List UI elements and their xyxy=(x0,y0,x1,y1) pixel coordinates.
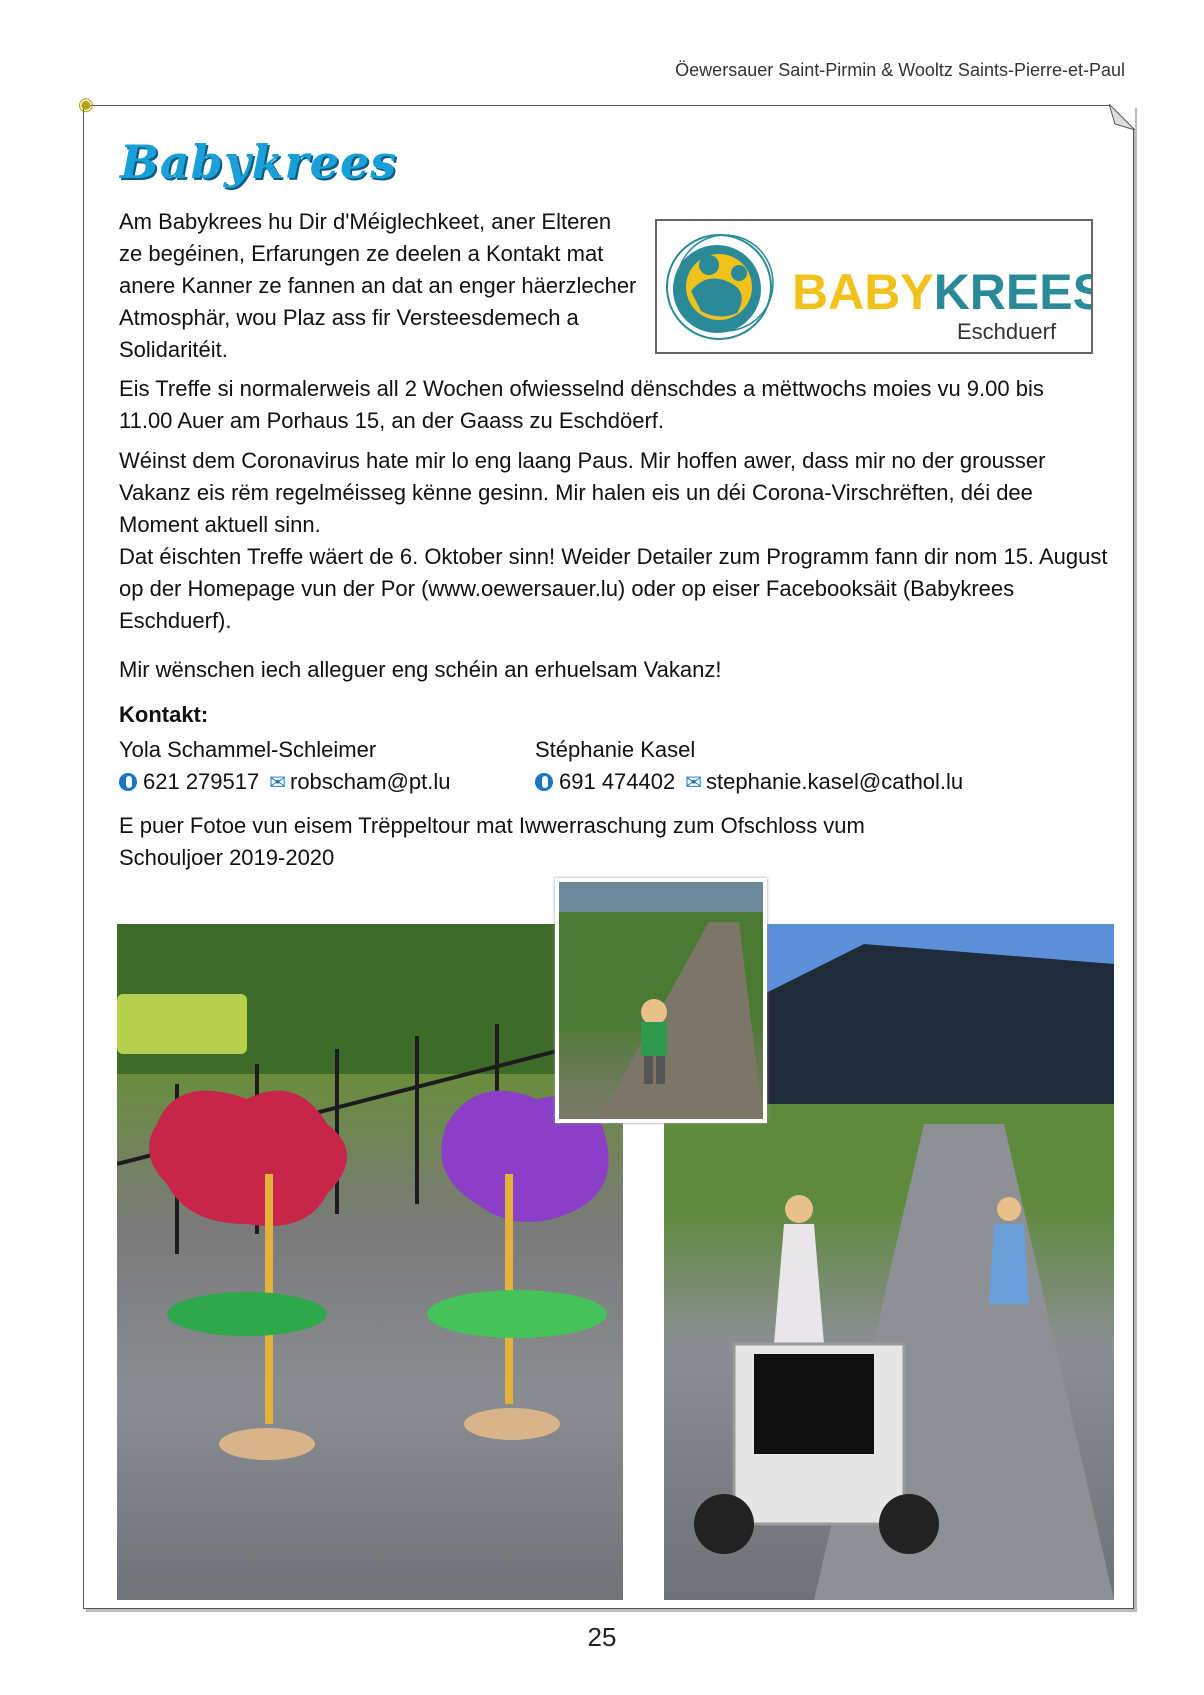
phone-icon xyxy=(535,773,553,791)
contact-2-details xyxy=(535,766,963,799)
contact-2-name: Stéphanie Kasel xyxy=(535,737,696,762)
photo-toddler-path xyxy=(555,878,767,1123)
contact-1-email[interactable]: robscham@pt.lu xyxy=(290,769,451,794)
babykrees-logo xyxy=(655,219,1093,354)
mail-icon: ✉ xyxy=(685,772,702,794)
contact-2-email[interactable]: stephanie.kasel@cathol.lu xyxy=(706,769,964,794)
meetings-paragraph: Eis Treffe si normalerweis all 2 Wochen ofwiesselnd dënschdes a mëttwochs moies vu 9.00 bis 11.00 Auer am Porhaus 15, an der Gaass zu Eschdöerf. xyxy=(119,376,1044,433)
svg-text:BABYKREES xyxy=(792,264,1091,320)
page-header: Öewersauer Saint-Pirmin & Wooltz Saints-Pierre-et-Paul xyxy=(675,60,1125,80)
intro-paragraph: Am Babykrees hu Dir d'Méiglechkeet, aner Elteren ze begéinen, Erfarungen ze deelen a Kontakt mat anere Kanner ze fannen an dat an enger häerzlecher Atmosphär, wou Plaz ass fir Versteesdemech a Solidaritéit. xyxy=(119,209,637,362)
corona-block xyxy=(119,445,1109,637)
contact-2-phone: 691 474402 xyxy=(559,769,676,794)
logo-word-krees: KREES xyxy=(933,264,1091,320)
mail-icon: ✉ xyxy=(269,772,286,794)
photos-caption: E puer Fotoe vun eisem Trëppeltour mat Iwwerraschung zum Ofschloss vum Schouljoer 2019-2020 xyxy=(119,813,865,870)
next-meeting-paragraph: Dat éischten Treffe wäert de 6. Oktober sinn! Weider Detailer zum Programm fann dir nom 15. August op der Homepage vun der Por (www.oewersauer.lu) oder op eiser Facebooksäit (Babykrees Eschduerf). xyxy=(119,544,1108,633)
contact-1-details xyxy=(119,766,451,799)
contact-1-name: Yola Schammel-Schleimer xyxy=(119,737,377,762)
page-fold-icon xyxy=(1109,104,1135,130)
photo-craft-flowers xyxy=(117,924,623,1600)
photo-craft-flowers-graphic xyxy=(117,924,623,1600)
page-number: 25 xyxy=(587,1622,617,1652)
kontakt-heading: Kontakt: xyxy=(119,702,209,727)
contact-1-phone: 621 279517 xyxy=(143,769,260,794)
logo-subtitle: Eschduerf xyxy=(957,319,1057,344)
corona-paragraph: Wéinst dem Coronavirus hate mir lo eng laang Paus. Mir hoffen awer, dass mir no der grousser Vakanz eis rëm regelméisseg kënne gesinn. Mir halen eis un déi Corona-Virschrëften, déi dee Moment aktuell sinn. xyxy=(119,448,1046,537)
contact-1 xyxy=(119,734,451,799)
wish-paragraph: Mir wënschen iech alleguer eng schéin an erhuelsam Vakanz! xyxy=(119,657,722,682)
photo-toddler-path-graphic xyxy=(559,882,763,1119)
logo-word-baby: BABY xyxy=(792,264,934,320)
pin-icon: ◉ xyxy=(78,94,94,114)
contact-2 xyxy=(535,734,963,799)
phone-icon xyxy=(119,773,137,791)
babykrees-logo-graphic xyxy=(657,221,1091,352)
page-title: Babykrees xyxy=(120,135,398,189)
